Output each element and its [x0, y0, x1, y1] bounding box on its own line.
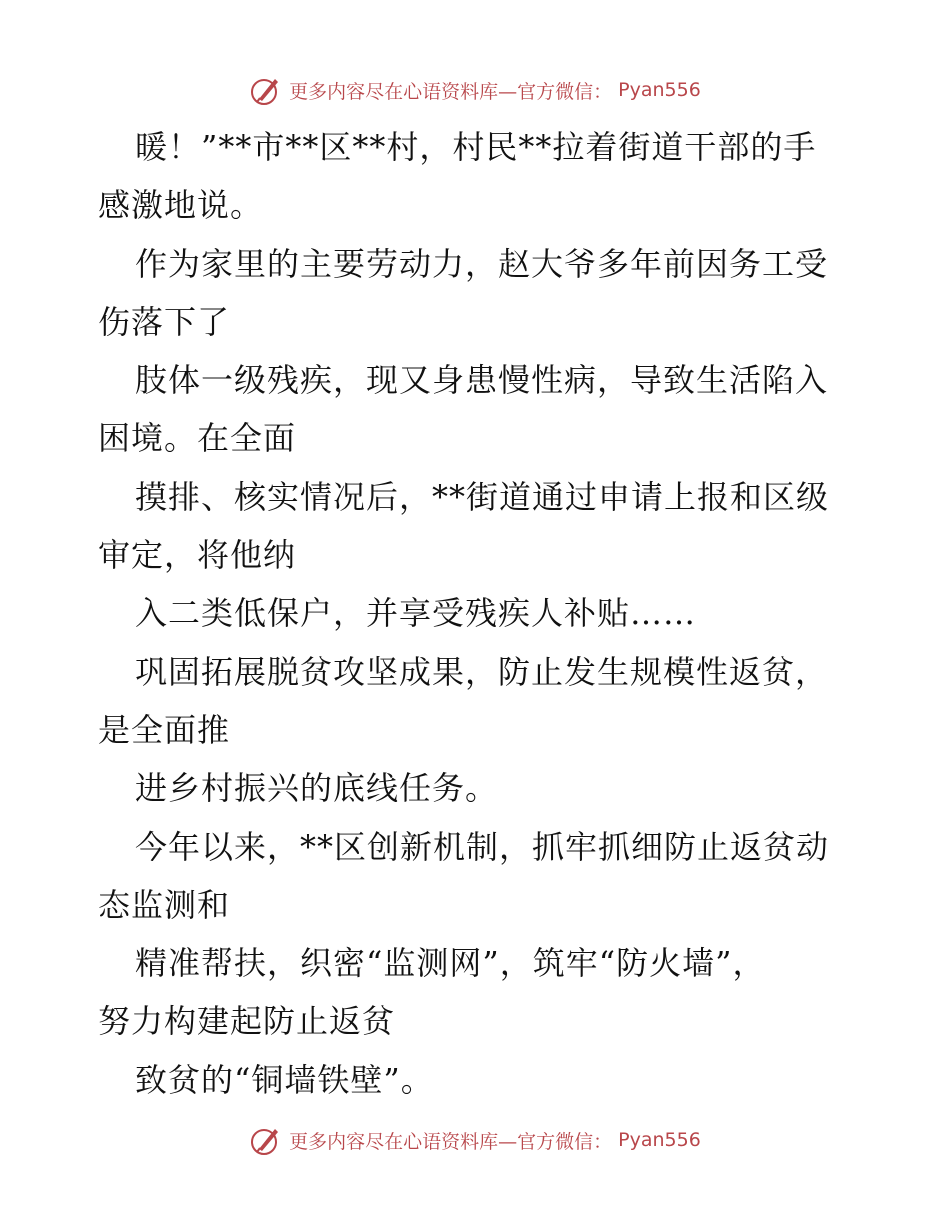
text-line: 态监测和 [98, 885, 231, 924]
watermark-text: 更多内容尽在心语资料库—官方微信： [289, 1130, 613, 1153]
text-line: 精准帮扶，织密“监测网”，筑牢“防火墙”， [135, 944, 766, 983]
text-line: 是全面推 [98, 710, 231, 749]
text-line: 困境。在全面 [98, 419, 297, 458]
text-line: 审定，将他纳 [98, 536, 297, 575]
text-line: 进乡村振兴的底线任务。 [135, 769, 499, 808]
footer-watermark [0, 1120, 950, 1160]
quill-pen-logo-icon [249, 73, 283, 107]
text-line: 肢体一级残疾，现又身患慢性病，导致生活陷入 [135, 361, 829, 400]
watermark-contact: Pyan556 [618, 1129, 701, 1151]
watermark-contact: Pyan556 [618, 79, 701, 101]
text-line: 感激地说。 [98, 186, 264, 225]
text-line: 今年以来，**区创新机制，抓牢抓细防止返贫动 [135, 827, 830, 866]
text-line: 作为家里的主要劳动力，赵大爷多年前因务工受 [135, 244, 829, 283]
text-line: 入二类低保户，并享受残疾人补贴…… [135, 594, 697, 633]
document-body [98, 118, 858, 1109]
text-line: 暖！”**市**区**村，村民**拉着街道干部的手 [135, 128, 817, 166]
watermark-text: 更多内容尽在心语资料库—官方微信： [289, 80, 613, 103]
quill-pen-logo-icon [249, 1123, 283, 1157]
text-line: 巩固拓展脱贫攻坚成果，防止发生规模性返贫， [135, 652, 829, 691]
text-line: 摸排、核实情况后，**街道通过申请上报和区级 [135, 477, 830, 516]
header-watermark [0, 70, 950, 110]
text-line: 努力构建起防止返贫 [98, 1002, 396, 1041]
text-line: 伤落下了 [98, 302, 231, 341]
text-line: 致贫的“铜墙铁壁”。 [135, 1060, 434, 1099]
